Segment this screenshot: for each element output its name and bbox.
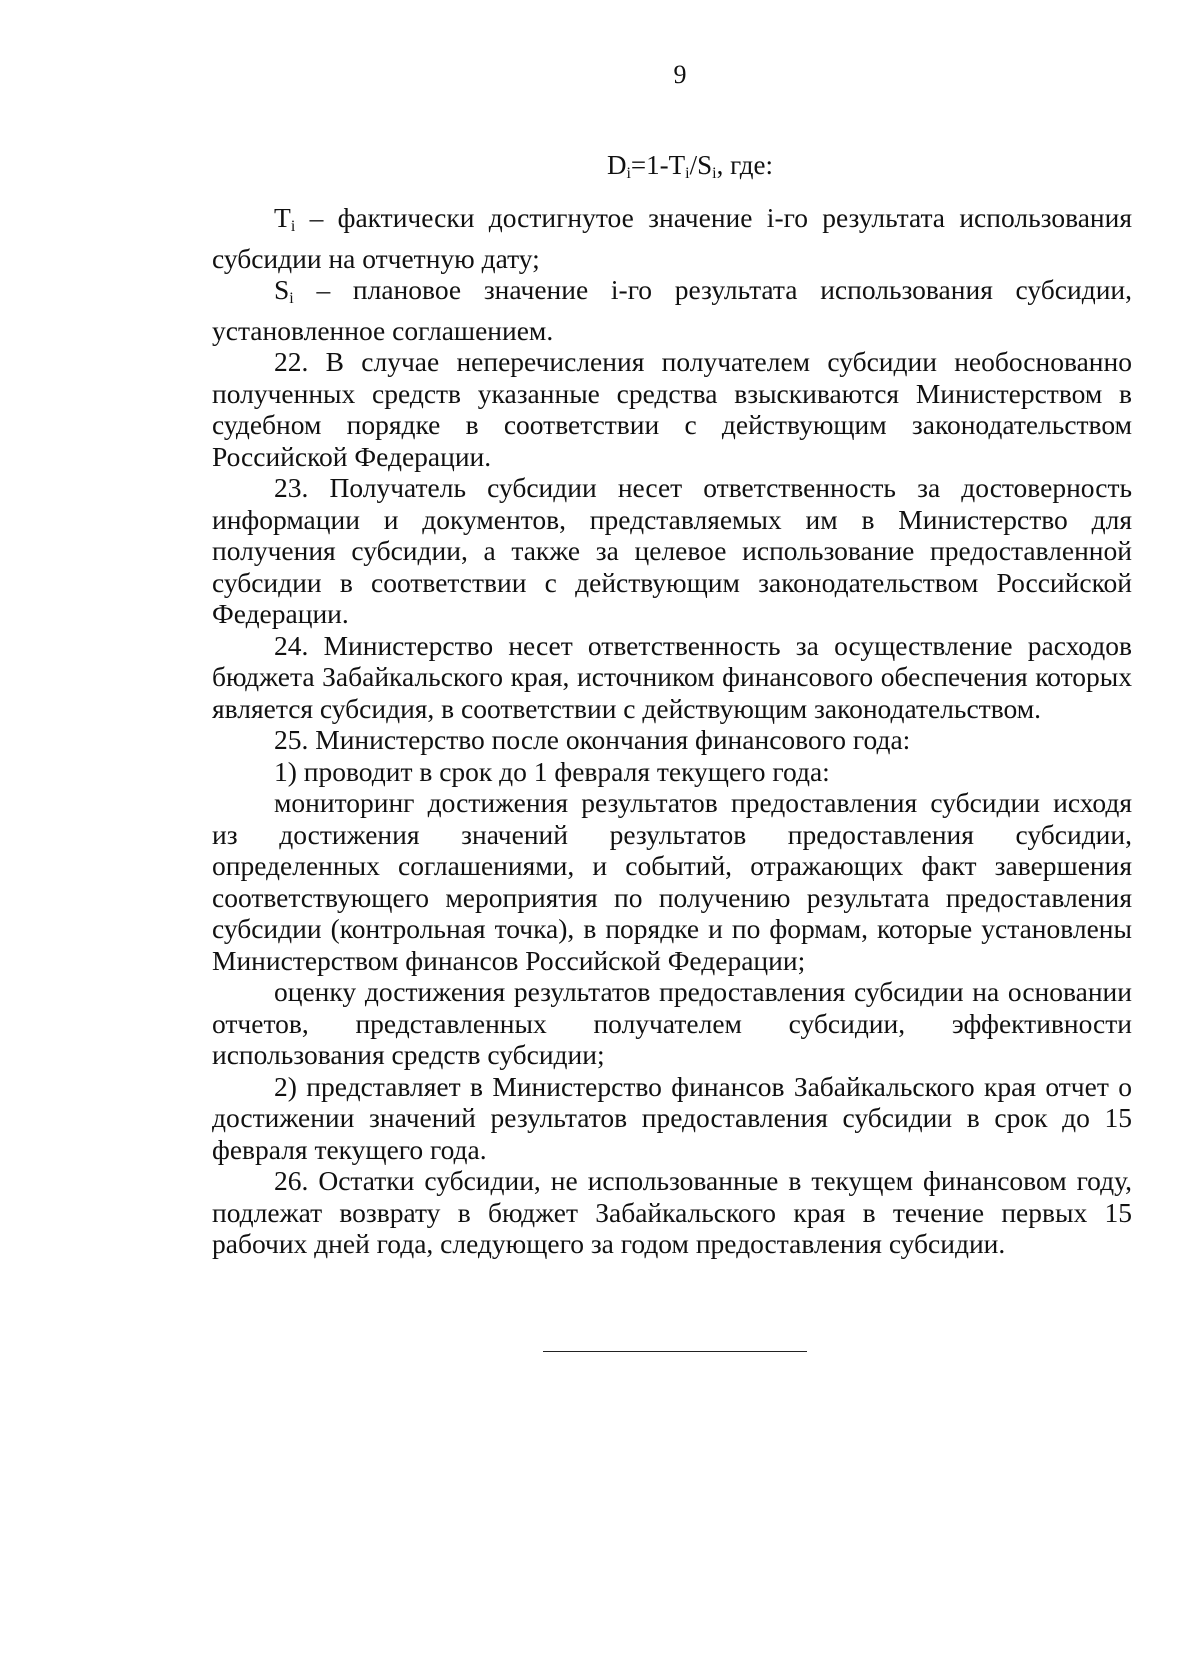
- paragraph-25-monitoring: мониторинг достижения результатов предоставления субсидии исходя из достижения значений результатов предоставления субсидии, определенных соглашениями, и событий, отражающих факт завершения соответствующего мероприятия по получению результата предоставления субсидии (контрольная точка), в порядке и по формам, которые установлены Министерством финансов Российской Федерации;: [212, 787, 1132, 976]
- formula-d-subscript: i: [626, 165, 631, 182]
- paragraph-24: 24. Министерство несет ответственность за осуществление расходов бюджета Забайкальского края, источником финансового обеспечения которых является субсидия, в соответствии с действующим законодательством.: [212, 629, 1132, 724]
- definition-subscript: i: [289, 290, 294, 307]
- definition-symbol: S: [274, 274, 290, 305]
- formula-slash: /S: [689, 150, 713, 180]
- formula-t-subscript: i: [685, 165, 690, 182]
- paragraph-22: 22. В случае неперечисления получателем субсидии необоснованно полученных средств указанные средства взыскиваются Министерством в судебном порядке в соответствии с действующим законодательством Российской Федерации.: [212, 346, 1132, 472]
- paragraph-26: 26. Остатки субсидии, не использованные в текущем финансовом году, подлежат возврату в бюджет Забайкальского края в течение первых 15 рабочих дней года, следующего за годом предоставления субсидии.: [212, 1165, 1132, 1259]
- formula-d: D: [606, 150, 627, 180]
- definition-text: – фактически достигнутое значение i-го результата использования субсидии на отчетную дату;: [212, 202, 1132, 274]
- paragraph-25-assessment: оценку достижения результатов предоставления субсидии на основании отчетов, представленных получателем субсидии, эффективности использования средств субсидии;: [212, 976, 1132, 1070]
- definition-symbol: T: [274, 202, 291, 233]
- document-body: [212, 202, 1132, 1260]
- end-separator-line: [543, 1351, 807, 1352]
- formula-tail: , где:: [716, 150, 774, 180]
- definition-text: – плановое значение i-го результата использования субсидии, установленное соглашением.: [212, 274, 1132, 346]
- definition-subscript: i: [290, 218, 296, 235]
- paragraph-25: 25. Министерство после окончания финансового года:: [274, 724, 911, 755]
- formula-s-subscript: i: [712, 165, 717, 182]
- formula-mid: =1-T: [630, 150, 686, 180]
- paragraph-25-item-1: 1) проводит в срок до 1 февраля текущего года:: [274, 755, 830, 787]
- page-number: 9: [673, 60, 687, 89]
- paragraph-23: 23. Получатель субсидии несет ответственность за достоверность информации и документов, представляемых им в Министерство для получения субсидии, а также за целевое использование предоставленной субсидии в соответствии с действующим законодательством Российской Федерации.: [212, 472, 1132, 629]
- definition-s: [212, 274, 1132, 346]
- paragraph-25-item-2: 2) представляет в Министерство финансов Забайкальского края отчет о достижении значений результатов предоставления субсидии в срок до 15 февраля текущего года.: [212, 1070, 1132, 1165]
- definition-t: [212, 202, 1132, 274]
- formula: [0, 150, 1200, 183]
